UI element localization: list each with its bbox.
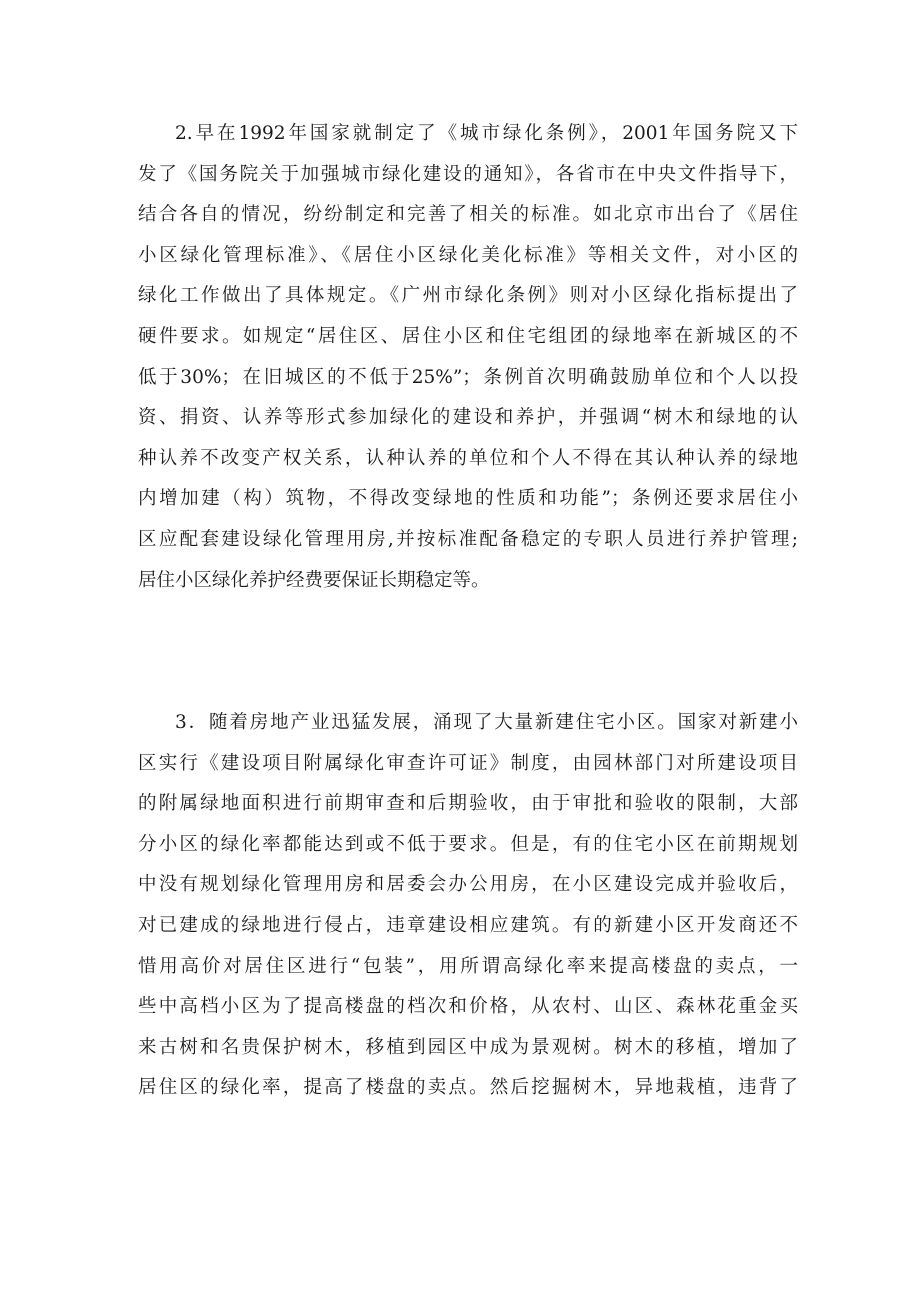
text-line: 惜用高价对居住区进行“包装”，用所谓高绿化率来提高楼盘的卖点，一 bbox=[138, 955, 798, 977]
text-line: 中没有规划绿化管理用房和居委会办公用房，在小区建设完成并验收后， bbox=[138, 874, 798, 896]
text-line: 内增加建（构）筑物，不得改变绿地的性质和功能”；条例还要求居住小 bbox=[138, 488, 798, 510]
text-line: 硬件要求。如规定“居住区、居住小区和住宅组团的绿地率在新城区的不 bbox=[138, 325, 798, 347]
paragraph-2-greening-regulations bbox=[138, 114, 798, 601]
text-line: 居住小区绿化养护经费要保证长期稳定等。 bbox=[138, 569, 490, 591]
text-line: 3．随着房地产业迅猛发展，涌现了大量新建住宅小区。国家对新建小 bbox=[175, 712, 798, 733]
text-line: 资、捐资、认养等形式参加绿化的建设和养护，并强调“树木和绿地的认 bbox=[138, 407, 798, 429]
text-line: 的附属绿地面积进行前期审查和后期验收，由于审批和验收的限制，大部 bbox=[138, 793, 798, 815]
text-line: 分小区的绿化率都能达到或不低于要求。但是，有的住宅小区在前期规划 bbox=[138, 833, 798, 855]
text-line: 绿化工作做出了具体规定。《广州市绿化条例》则对小区绿化指标提出了 bbox=[138, 285, 798, 307]
paragraph-3-real-estate-development bbox=[138, 703, 798, 1109]
text-line: 种认养不改变产权关系，认种认养的单位和个人不得在其认种认养的绿地 bbox=[138, 447, 798, 469]
text-line: 结合各自的情况，纷纷制定和完善了相关的标准。如北京市出台了《居住 bbox=[138, 204, 798, 226]
text-line: 居住区的绿化率，提高了楼盘的卖点。然后挖掘树木，异地栽植，违背了 bbox=[138, 1077, 798, 1099]
text-line: 小区绿化管理标准》、《居住小区绿化美化标准》等相关文件，对小区的 bbox=[138, 244, 798, 266]
text-line: 2.早在1992年国家就制定了《城市绿化条例》，2001年国务院又下 bbox=[175, 123, 798, 144]
text-line: 发了《国务院关于加强城市绿化建设的通知》，各省市在中央文件指导下， bbox=[138, 163, 798, 185]
text-line: 区应配套建设绿化管理用房,并按标准配备稳定的专职人员进行养护管理; bbox=[138, 528, 798, 550]
text-line: 些中高档小区为了提高楼盘的档次和价格，从农村、山区、森林花重金买 bbox=[138, 996, 798, 1018]
text-line: 对已建成的绿地进行侵占，违章建设相应建筑。有的新建小区开发商还不 bbox=[138, 914, 798, 936]
text-line: 低于30%；在旧城区的不低于25%”；条例首次明确鼓励单位和个人以投 bbox=[138, 366, 798, 388]
text-line: 来古树和名贵保护树木，移植到园区中成为景观树。树木的移植，增加了 bbox=[138, 1036, 798, 1058]
text-line: 区实行《建设项目附属绿化审查许可证》制度，由园林部门对所建设项目 bbox=[138, 752, 798, 774]
